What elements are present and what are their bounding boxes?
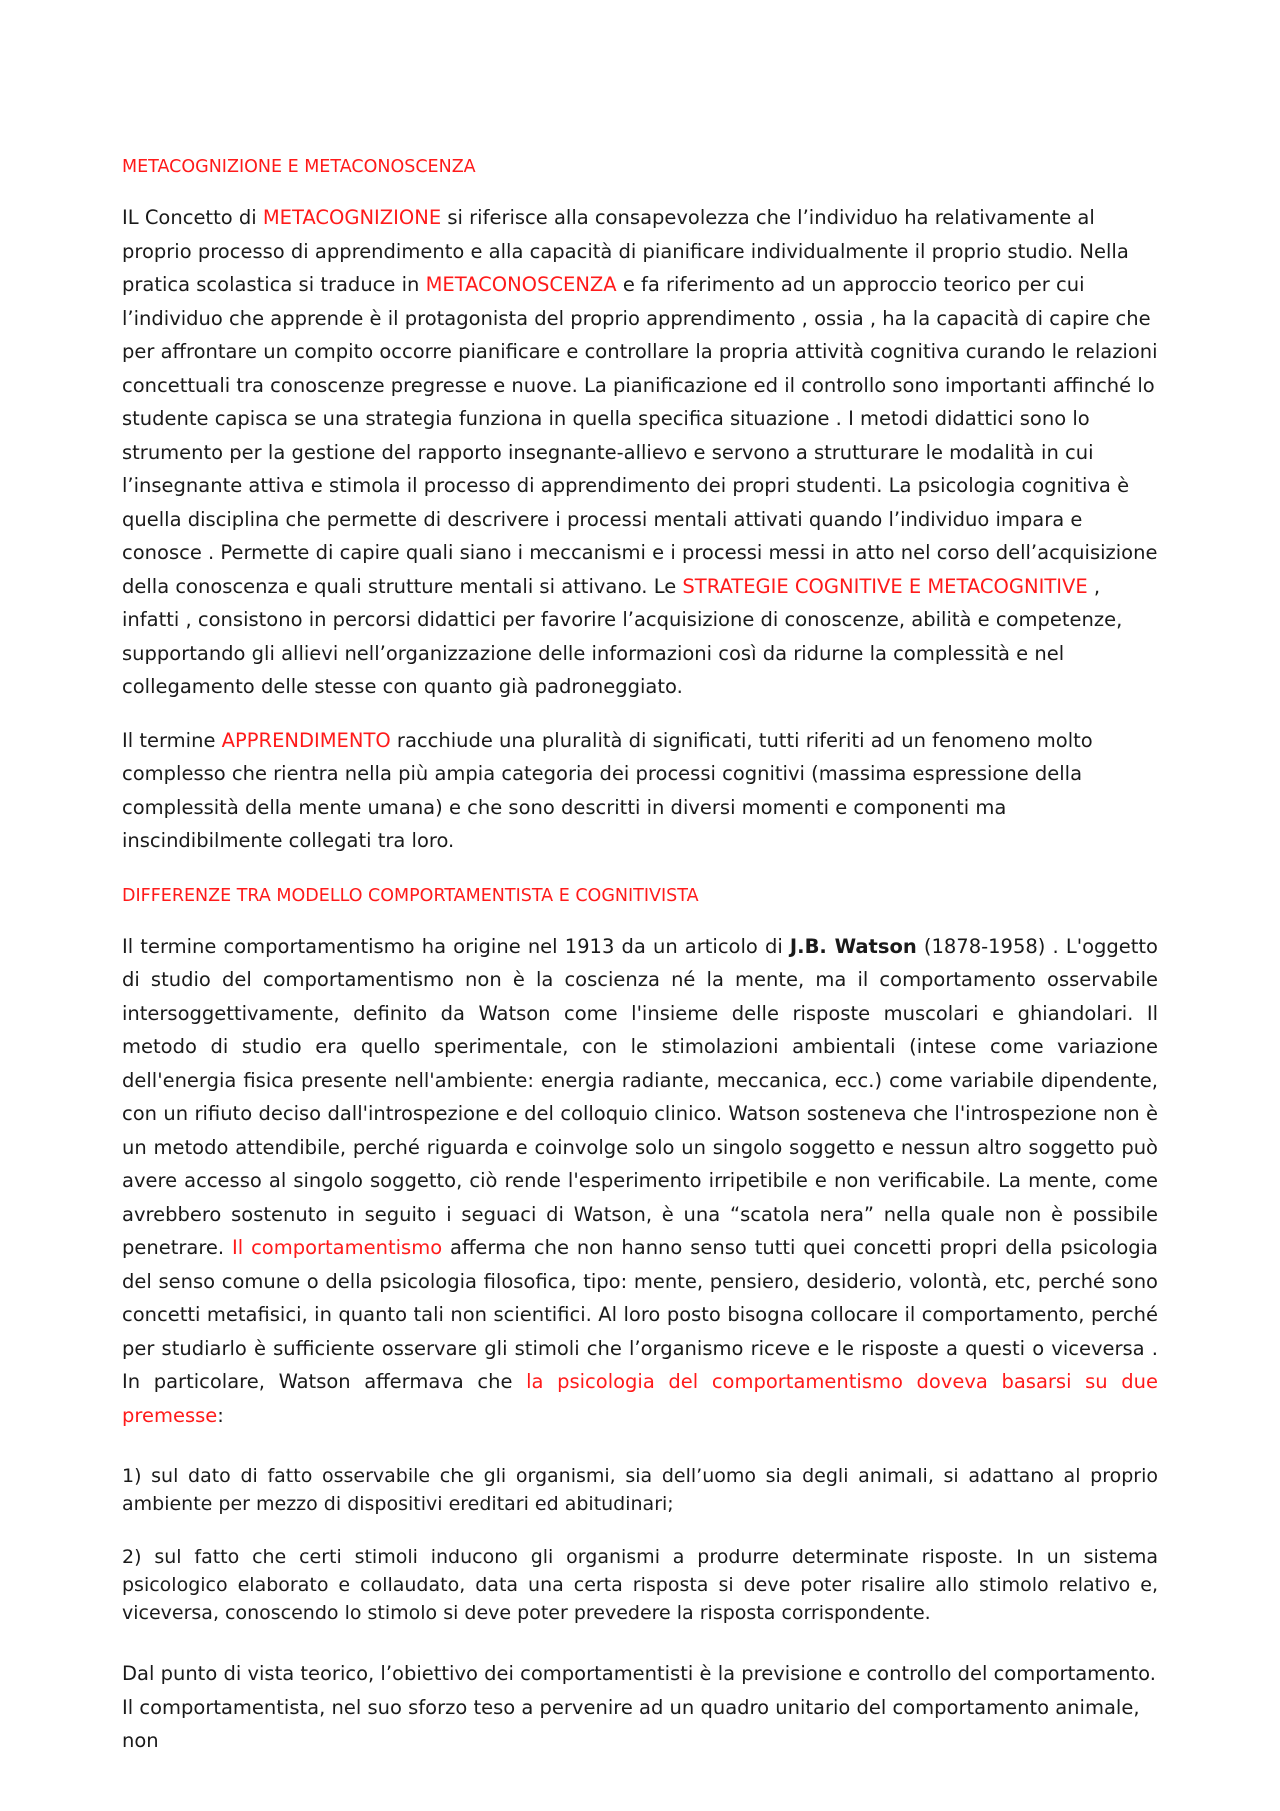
paragraph-apprendimento [122, 724, 1158, 858]
premise-one: 1) sul dato di fatto osservabile che gli organismi, sia dell’uomo sia degli animali, si adattano al proprio ambiente per mezzo di dispositivi ereditari ed abitudinari; [122, 1465, 1158, 1515]
highlight-term: Il comportamentismo [232, 1236, 443, 1259]
author-name: J.B. Watson [789, 934, 917, 958]
highlight-term: METACOGNIZIONE [262, 206, 442, 229]
section-heading-metacognizione: METACOGNIZIONE E METACONOSCENZA [122, 157, 476, 177]
text-run: (1878-1958) . L'oggetto di studio del comportamentismo non è la coscienza né la mente, ma il comportamento osservabile intersoggettivamente, definito da Watson come l'insieme delle risposte muscolari e ghiandolari. Il metodo di studio era quello sperimentale, con le stimolazioni ambientali (intese come variazione dell'energia fisica presente nell'ambiente: energia radiante, meccanica, ecc.) come variabile dipendente, con un rifiuto deciso dall'introspezione e del colloquio clinico. Watson sosteneva che l'introspezione non è un metodo attendibile, perché riguarda e coinvolge solo un singolo soggetto e nessun altro soggetto può avere accesso al singolo soggetto, ciò rende l'esperimento irripetibile e non verificabile. La mente, come avrebbero sostenuto in seguito i seguaci di Watson, è una “scatola nera” nella quale non è possibile penetrare. [122, 934, 1158, 1259]
text-run: IL Concetto di [122, 206, 263, 229]
text-run: , infatti , consistono in percorsi didattici per favorire l’acquisizione di conoscenze, abilità e competenze, supportando gli allievi nell’organizzazione delle informazioni così da ridurne la complessità e nel collegamento delle stesse con quanto già padroneggiato. [122, 574, 1123, 698]
text-run: Il termine comportamentismo ha origine nel 1913 da un articolo di [122, 934, 790, 958]
text-run: : [217, 1403, 224, 1427]
text-run: afferma che non hanno senso tutti quei concetti propri della psicologia del senso comune o della psicologia filosofica, tipo: mente, pensiero, desiderio, volontà, etc, perché sono concetti metafisici, in quanto tali non scientifici. Al loro posto bisogna collocare il comportamento, perché per studiarlo è sufficiente osservare gli stimoli che l’organismo riceve e le risposte a questi o viceversa . In particolare, Watson affermava che [122, 1236, 1158, 1393]
paragraph-obiettivo: Dal punto di vista teorico, l’obiettivo dei comportamentisti è la previsione e controllo del comportamento. Il comportamentista, nel suo sforzo teso a pervenire ad un quadro unitario del comportamento animale, non [122, 1662, 1156, 1752]
highlight-term: la psicologia del comportamentismo doveva basarsi su due premesse [122, 1370, 1158, 1427]
premise-two: 2) sul fatto che certi stimoli inducono gli organismi a produrre determinate risposte. In un sistema psicologico elaborato e collaudato, data una certa risposta si deve poter risalire allo stimolo relativo e, viceversa, conoscendo lo stimolo si deve poter prevedere la risposta corrispondente. [122, 1546, 1158, 1624]
text-run: racchiude una pluralità di significati, tutti riferiti ad un fenomeno molto complesso che rientra nella più ampia categoria dei processi cognitivi (massima espressione della complessità della mente umana) e che sono descritti in diversi momenti e componenti ma inscindibilmente collegati tra loro. [122, 728, 1093, 852]
text-run: Il termine [122, 728, 222, 752]
paragraph-comportamentismo [122, 930, 1158, 1433]
text-run: e fa riferimento ad un approccio teorico per cui l’individuo che apprende è il protagonista del proprio apprendimento , ossia , ha la capacità di capire che per affrontare un compito occorre pianificare e controllare la propria attività cognitiva curando le relazioni concettuali tra conoscenze pregresse e nuove. La pianificazione ed il controllo sono importanti affinché lo studente capisca se una strategia funziona in quella specifica situazione . I metodi didattici sono lo strumento per la gestione del rapporto insegnante-allievo e servono a strutturare le modalità in cui l’insegnante attiva e stimola il processo di apprendimento dei propri studenti. La psicologia cognitiva è quella disciplina che permette di descrivere i processi mentali attivati quando l’individuo impara e conosce . Permette di capire quali siano i meccanismi e i processi messi in atto nel corso dell’acquisizione della conoscenza e quali strutture mentali si attivano. Le [122, 273, 1158, 598]
highlight-term: METACONOSCENZA [425, 273, 617, 296]
text-run: si riferisce alla consapevolezza che l’individuo ha relativamente al proprio processo di apprendimento e alla capacità di pianificare individualmente il proprio studio. Nella pratica scolastica si traduce in [122, 206, 1129, 296]
highlight-term: STRATEGIE COGNITIVE E METACOGNITIVE [682, 574, 1088, 598]
paragraph-metacognizione [122, 201, 1158, 704]
highlight-term: APPRENDIMENTO [221, 728, 391, 752]
section-heading-differenze: DIFFERENZE TRA MODELLO COMPORTAMENTISTA E COGNITIVISTA [122, 885, 699, 906]
